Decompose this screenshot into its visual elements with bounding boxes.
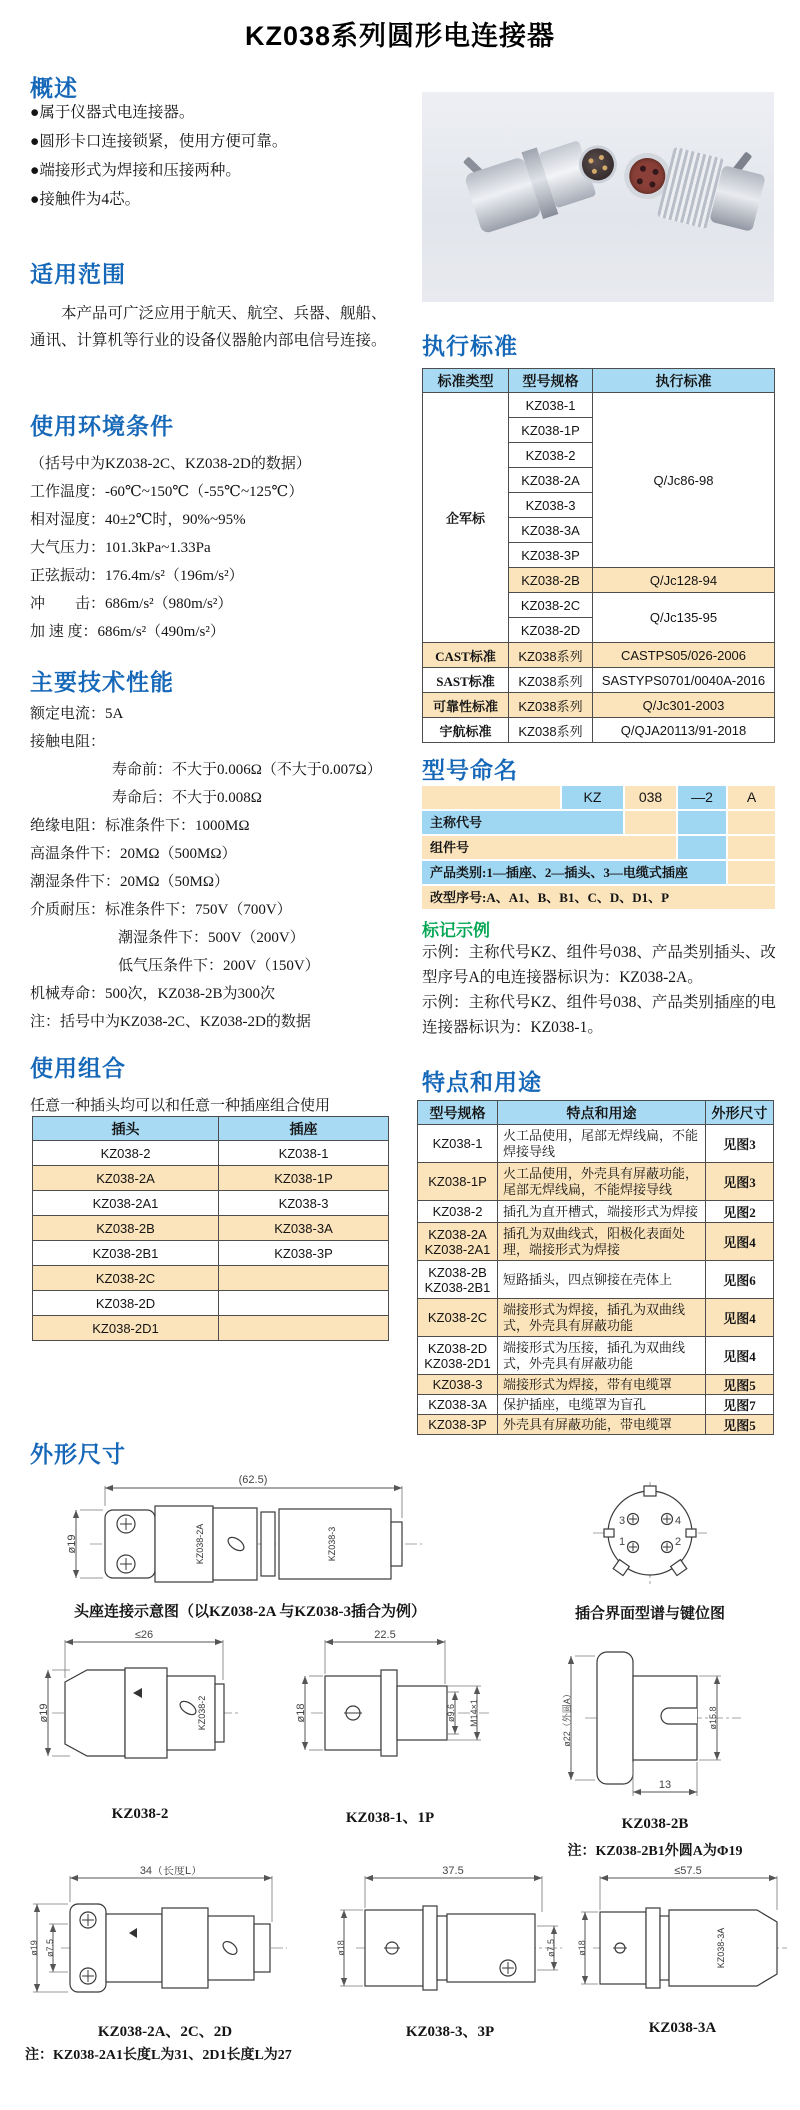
dim-label: ø18 bbox=[295, 1703, 307, 1723]
model-line: KZ038-2D1 bbox=[424, 1355, 491, 1371]
model-cell: KZ038-1 bbox=[418, 1125, 498, 1163]
desc-cell: 外壳具有屏蔽功能，带电缆罩 bbox=[498, 1415, 706, 1435]
combination-table bbox=[32, 1116, 389, 1341]
column-header: 外形尺寸 bbox=[706, 1101, 774, 1125]
photo-connector-plug bbox=[461, 120, 638, 271]
figure-ref-cell: 见图5 bbox=[706, 1375, 774, 1395]
model-cell: KZ038-2 bbox=[418, 1201, 498, 1223]
cell: KZ038-2 bbox=[33, 1141, 219, 1166]
socket-hole bbox=[652, 168, 659, 175]
cell: KZ038-3 bbox=[219, 1191, 389, 1216]
figure-ref-cell: 见图4 bbox=[706, 1337, 774, 1375]
column-header: 插座 bbox=[219, 1117, 389, 1141]
environment-line: 工作温度：-60℃~150℃（-55℃~125℃） bbox=[30, 484, 304, 500]
dim-label: ø7.5 bbox=[45, 1938, 55, 1958]
standard-type-cell: 宇航标准 bbox=[423, 718, 509, 743]
figure-note: 注：KZ038-2B1外圆A为Φ19 bbox=[567, 1844, 743, 1859]
dim-label: M14×1 bbox=[469, 1699, 479, 1727]
naming-fill-cell bbox=[728, 861, 775, 884]
model-cell bbox=[418, 1337, 498, 1375]
figure-caption: KZ038-2A、2C、2D bbox=[97, 2024, 233, 2040]
desc-cell: 保护插座，电缆罩为盲孔 bbox=[498, 1395, 706, 1415]
part-label: KZ038-2A bbox=[195, 1523, 205, 1565]
dim-label: ø19 bbox=[38, 1703, 50, 1723]
table-row bbox=[418, 1163, 774, 1201]
cell: KZ038-2A1 bbox=[33, 1191, 219, 1216]
environment-line: （括号中为KZ038-2C、KZ038-2D的数据） bbox=[30, 456, 311, 472]
dim-label: ø9.6 bbox=[446, 1703, 456, 1723]
table-row bbox=[33, 1191, 389, 1216]
naming-code: A bbox=[728, 786, 775, 809]
naming-fill-cell bbox=[678, 836, 726, 859]
socket-hole bbox=[636, 178, 643, 185]
cell: KZ038-3P bbox=[509, 543, 593, 568]
figure-ref-cell: 见图7 bbox=[706, 1395, 774, 1415]
marking-example: 示例：主称代号KZ、组件号038、产品类别插座的电连接器标识为：KZ038-1。 bbox=[422, 994, 776, 1036]
cell: KZ038-1P bbox=[509, 418, 593, 443]
socket-hole bbox=[639, 165, 646, 172]
naming-code: KZ bbox=[562, 786, 623, 809]
model-cell: KZ038-1P bbox=[418, 1163, 498, 1201]
dim-label: ø15.8 bbox=[708, 1706, 718, 1730]
figure-ref-cell: 见图2 bbox=[706, 1201, 774, 1223]
environment-lines bbox=[30, 450, 410, 646]
plug-pin bbox=[591, 168, 597, 174]
cell: KZ038系列 bbox=[509, 643, 593, 668]
part-label: KZ038-3A bbox=[716, 1927, 726, 1969]
table-row bbox=[418, 1395, 774, 1415]
desc-cell: 端接形式为焊接，带有电缆罩 bbox=[498, 1375, 706, 1395]
cell: KZ038-1P bbox=[219, 1166, 389, 1191]
performance-line: 绝缘电阻：标准条件下：1000MΩ bbox=[30, 818, 250, 834]
cell: KZ038-2D1 bbox=[33, 1316, 219, 1341]
combination-heading: 使用组合 bbox=[30, 1055, 126, 1081]
cell: KZ038-2B1 bbox=[33, 1241, 219, 1266]
standards-table bbox=[422, 368, 775, 743]
naming-diagram bbox=[422, 786, 775, 911]
performance-line: 注：括号中为KZ038-2C、KZ038-2D的数据 bbox=[30, 1014, 311, 1030]
cell: KZ038-3A bbox=[219, 1216, 389, 1241]
table-header-row bbox=[33, 1117, 389, 1141]
figure-note: 注：KZ038-2A1长度L为31、2D1长度L为27 bbox=[25, 2048, 292, 2063]
table-row bbox=[423, 668, 775, 693]
naming-heading: 型号命名 bbox=[422, 757, 518, 783]
column-header: 型号规格 bbox=[418, 1101, 498, 1125]
naming-label: 产品类别:1—插座、2—插头、3—电缆式插座 bbox=[422, 861, 726, 884]
naming-fill-cell bbox=[678, 811, 726, 834]
performance-line: 低气压条件下：200V（150V） bbox=[118, 958, 320, 974]
standard-type-cell: 企军标 bbox=[423, 393, 509, 643]
figure-caption: KZ038-3A bbox=[648, 2020, 717, 2036]
table-row bbox=[418, 1125, 774, 1163]
cell: KZ038-2C bbox=[33, 1266, 219, 1291]
kz038-2a-drawing bbox=[25, 1866, 305, 2016]
standard-type-cell: 可靠性标准 bbox=[423, 693, 509, 718]
cell bbox=[219, 1316, 389, 1341]
cell: KZ038-2C bbox=[509, 593, 593, 618]
table-row bbox=[423, 393, 775, 418]
overview-bullet: ●属于仪器式电连接器。 bbox=[30, 104, 195, 121]
figure-caption: KZ038-3、3P bbox=[405, 2024, 495, 2040]
model-cell bbox=[418, 1223, 498, 1261]
cell: CASTPS05/026-2006 bbox=[593, 643, 775, 668]
table-row bbox=[418, 1261, 774, 1299]
pin-number: 4 bbox=[674, 1515, 682, 1527]
table-row bbox=[33, 1316, 389, 1341]
kz038-3-drawing bbox=[330, 1866, 570, 2016]
figure-caption: 头座连接示意图（以KZ038-2A 与KZ038-3插合为例） bbox=[73, 1604, 427, 1620]
dim-label: ø18 bbox=[577, 1940, 587, 1956]
overview-bullet: ●端接形式为焊接和压接两种。 bbox=[30, 162, 241, 179]
cell: KZ038系列 bbox=[509, 693, 593, 718]
cell: KZ038-3P bbox=[219, 1241, 389, 1266]
column-header: 型号规格 bbox=[509, 369, 593, 393]
table-row bbox=[33, 1141, 389, 1166]
table-row bbox=[423, 718, 775, 743]
kz038-3a-drawing bbox=[575, 1866, 790, 2016]
naming-fill-cell bbox=[728, 811, 775, 834]
model-line: KZ038-2B1 bbox=[424, 1279, 491, 1295]
cell: SASTYPS0701/0040A-2016 bbox=[593, 668, 775, 693]
performance-line: 寿命前：不大于0.006Ω（不大于0.007Ω） bbox=[112, 762, 382, 778]
performance-line: 高温条件下：20MΩ（500MΩ） bbox=[30, 846, 237, 862]
performance-line: 潮湿条件下：20MΩ（50MΩ） bbox=[30, 874, 229, 890]
cell: KZ038-2B bbox=[33, 1216, 219, 1241]
marking-heading: 标记示例 bbox=[422, 921, 490, 940]
desc-cell: 端接形式为压接，插孔为双曲线式，外壳具有屏蔽功能 bbox=[498, 1337, 706, 1375]
kz038-2-drawing bbox=[30, 1628, 250, 1793]
table-row bbox=[33, 1166, 389, 1191]
figure-ref-cell: 见图4 bbox=[706, 1299, 774, 1337]
dim-label: ø19 bbox=[66, 1534, 78, 1554]
desc-cell: 插孔为直开槽式，端接形式为焊接 bbox=[498, 1201, 706, 1223]
performance-line: 接触电阻： bbox=[30, 734, 106, 750]
table-row bbox=[418, 1337, 774, 1375]
features-heading: 特点和用途 bbox=[422, 1069, 542, 1095]
product-photo bbox=[422, 92, 774, 302]
cell: KZ038-2D bbox=[509, 618, 593, 643]
table-row bbox=[418, 1299, 774, 1337]
performance-heading: 主要技术性能 bbox=[30, 669, 174, 695]
environment-line: 冲 击：686m/s²（980m/s²） bbox=[30, 596, 233, 612]
table-row bbox=[33, 1241, 389, 1266]
environment-line: 正弦振动：176.4m/s²（196m/s²） bbox=[30, 568, 244, 584]
figure-ref-cell: 见图6 bbox=[706, 1261, 774, 1299]
performance-line: 额定电流：5A bbox=[30, 706, 124, 722]
naming-fill-cell bbox=[728, 836, 775, 859]
column-header: 特点和用途 bbox=[498, 1101, 706, 1125]
dim-label: ø7.5 bbox=[546, 1938, 556, 1958]
column-header: 标准类型 bbox=[423, 369, 509, 393]
kz038-2b-drawing bbox=[545, 1628, 765, 1808]
column-header: 执行标准 bbox=[593, 369, 775, 393]
naming-fill-cell bbox=[625, 811, 676, 834]
environment-line: 相对湿度：40±2℃时，90%~95% bbox=[30, 512, 246, 528]
column-header: 插头 bbox=[33, 1117, 219, 1141]
mating-drawing bbox=[60, 1472, 430, 1597]
table-row bbox=[423, 643, 775, 668]
naming-label: 组件号 bbox=[422, 836, 676, 859]
marking-examples bbox=[422, 940, 780, 1040]
part-label: KZ038-3 bbox=[327, 1526, 337, 1562]
dim-label: 22.5 bbox=[374, 1629, 396, 1641]
model-cell: KZ038-2C bbox=[418, 1299, 498, 1337]
photo-connector-socket bbox=[609, 129, 771, 270]
dim-label: ≤57.5 bbox=[674, 1866, 702, 1877]
cell: Q/Jc301-2003 bbox=[593, 693, 775, 718]
environment-heading: 使用环境条件 bbox=[30, 413, 174, 439]
standards-heading: 执行标准 bbox=[422, 333, 518, 359]
model-line: KZ038-2A1 bbox=[424, 1241, 491, 1257]
table-row bbox=[418, 1415, 774, 1435]
scope-heading: 适用范围 bbox=[30, 261, 126, 287]
features-table bbox=[417, 1100, 774, 1435]
naming-blank-cell bbox=[422, 786, 560, 809]
dim-label: ø18 bbox=[336, 1940, 346, 1956]
naming-code: 038 bbox=[625, 786, 676, 809]
dim-label: ø19 bbox=[29, 1940, 39, 1956]
environment-line: 大气压力：101.3kPa~1.33Pa bbox=[30, 540, 211, 556]
overview-bullets bbox=[30, 98, 400, 214]
pin-number: 3 bbox=[618, 1515, 626, 1527]
cell: KZ038-2B bbox=[509, 568, 593, 593]
plug-pin bbox=[588, 158, 594, 164]
model-line: KZ038-2B bbox=[428, 1264, 487, 1280]
dim-label: ø22（外圆A） bbox=[562, 1689, 572, 1747]
marking-example: 示例：主称代号KZ、组件号038、产品类别插头、改型序号A的电连接器标识为：KZ038-2A。 bbox=[422, 944, 776, 986]
figure-caption: KZ038-1、1P bbox=[345, 1810, 435, 1826]
table-header-row bbox=[423, 369, 775, 393]
table-row bbox=[33, 1266, 389, 1291]
dim-label: 37.5 bbox=[442, 1866, 464, 1877]
dim-label: 13 bbox=[658, 1779, 672, 1791]
page-title: KZ038系列圆形电连接器 bbox=[244, 21, 556, 51]
cell: KZ038-2D bbox=[33, 1291, 219, 1316]
table-row bbox=[418, 1375, 774, 1395]
naming-label: 主称代号 bbox=[422, 811, 623, 834]
socket-hole bbox=[649, 181, 656, 188]
cell: Q/QJA20113/91-2018 bbox=[593, 718, 775, 743]
model-cell: KZ038-3P bbox=[418, 1415, 498, 1435]
model-cell: KZ038-3 bbox=[418, 1375, 498, 1395]
overview-heading: 概述 bbox=[30, 75, 78, 101]
naming-code: —2 bbox=[678, 786, 726, 809]
standard-type-cell: SAST标准 bbox=[423, 668, 509, 693]
figure-ref-cell: 见图3 bbox=[706, 1125, 774, 1163]
table-row bbox=[33, 1216, 389, 1241]
cell: KZ038-3A bbox=[509, 518, 593, 543]
desc-cell: 端接形式为焊接，插孔为双曲线式，外壳具有屏蔽功能 bbox=[498, 1299, 706, 1337]
cell: Q/Jc86-98 bbox=[593, 393, 775, 568]
cell: KZ038-2A bbox=[509, 468, 593, 493]
dim-label: (62.5) bbox=[238, 1474, 268, 1486]
cell: KZ038-2 bbox=[509, 443, 593, 468]
figure-caption: KZ038-2 bbox=[111, 1806, 169, 1822]
cell: KZ038系列 bbox=[509, 718, 593, 743]
standard-type-cell: CAST标准 bbox=[423, 643, 509, 668]
table-header-row bbox=[418, 1101, 774, 1125]
performance-line: 介质耐压：标准条件下：750V（700V） bbox=[30, 902, 292, 918]
interface-drawing bbox=[575, 1478, 725, 1593]
dimensions-heading: 外形尺寸 bbox=[30, 1441, 126, 1467]
performance-line: 寿命后：不大于0.008Ω bbox=[112, 790, 262, 806]
cell: KZ038系列 bbox=[509, 668, 593, 693]
table-row bbox=[33, 1291, 389, 1316]
environment-line: 加 速 度：686m/s²（490m/s²） bbox=[30, 624, 225, 640]
cell: KZ038-1 bbox=[219, 1141, 389, 1166]
overview-bullet: ●接触件为4芯。 bbox=[30, 191, 141, 208]
overview-bullet: ●圆形卡口连接锁紧，使用方便可靠。 bbox=[30, 133, 288, 150]
pin-number: 2 bbox=[674, 1536, 682, 1548]
performance-line: 潮湿条件下：500V（200V） bbox=[118, 930, 305, 946]
desc-cell: 插孔为双曲线式，阳极化表面处理，端接形式为焊接 bbox=[498, 1223, 706, 1261]
cell: Q/Jc135-95 bbox=[593, 593, 775, 643]
cell: Q/Jc128-94 bbox=[593, 568, 775, 593]
dim-label: 34（长度L） bbox=[139, 1866, 203, 1877]
dim-label: ≤26 bbox=[134, 1629, 154, 1641]
model-line: KZ038-2D bbox=[427, 1340, 488, 1356]
cell bbox=[219, 1266, 389, 1291]
scope-text: 本产品可广泛应用于航天、航空、兵器、舰船、通讯、计算机等行业的设备仪器舱内部电信号连接。 bbox=[30, 305, 387, 349]
combination-note: 任意一种插头均可以和任意一种插座组合使用 bbox=[30, 1098, 331, 1114]
desc-cell: 火工品使用，尾部无焊线扁，不能焊接导线 bbox=[498, 1125, 706, 1163]
cell: KZ038-2A bbox=[33, 1166, 219, 1191]
model-cell: KZ038-3A bbox=[418, 1395, 498, 1415]
model-line: KZ038-2A bbox=[428, 1226, 487, 1242]
table-row bbox=[418, 1201, 774, 1223]
plug-pin bbox=[602, 165, 608, 171]
naming-label: 改型序号:A、A1、B、B1、C、D、D1、P bbox=[422, 886, 775, 909]
kz038-1-drawing bbox=[285, 1628, 495, 1793]
pin-number: 1 bbox=[618, 1536, 626, 1548]
table-row bbox=[423, 693, 775, 718]
desc-cell: 短路插头，四点铆接在壳体上 bbox=[498, 1261, 706, 1299]
model-cell bbox=[418, 1261, 498, 1299]
figure-caption: KZ038-2B bbox=[621, 1816, 689, 1832]
desc-cell: 火工品使用，外壳具有屏蔽功能，尾部无焊线扁，不能焊接导线 bbox=[498, 1163, 706, 1201]
figure-caption: 插合界面型谱与键位图 bbox=[574, 1606, 725, 1622]
performance-lines bbox=[30, 700, 410, 1036]
cell: KZ038-3 bbox=[509, 493, 593, 518]
plug-pin bbox=[598, 154, 604, 160]
figure-ref-cell: 见图5 bbox=[706, 1415, 774, 1435]
figure-ref-cell: 见图4 bbox=[706, 1223, 774, 1261]
part-label: KZ038-2 bbox=[197, 1695, 207, 1731]
cell: KZ038-1 bbox=[509, 393, 593, 418]
figure-ref-cell: 见图3 bbox=[706, 1163, 774, 1201]
table-row bbox=[418, 1223, 774, 1261]
performance-line: 机械寿命：500次，KZ038-2B为300次 bbox=[30, 986, 275, 1002]
cell bbox=[219, 1291, 389, 1316]
